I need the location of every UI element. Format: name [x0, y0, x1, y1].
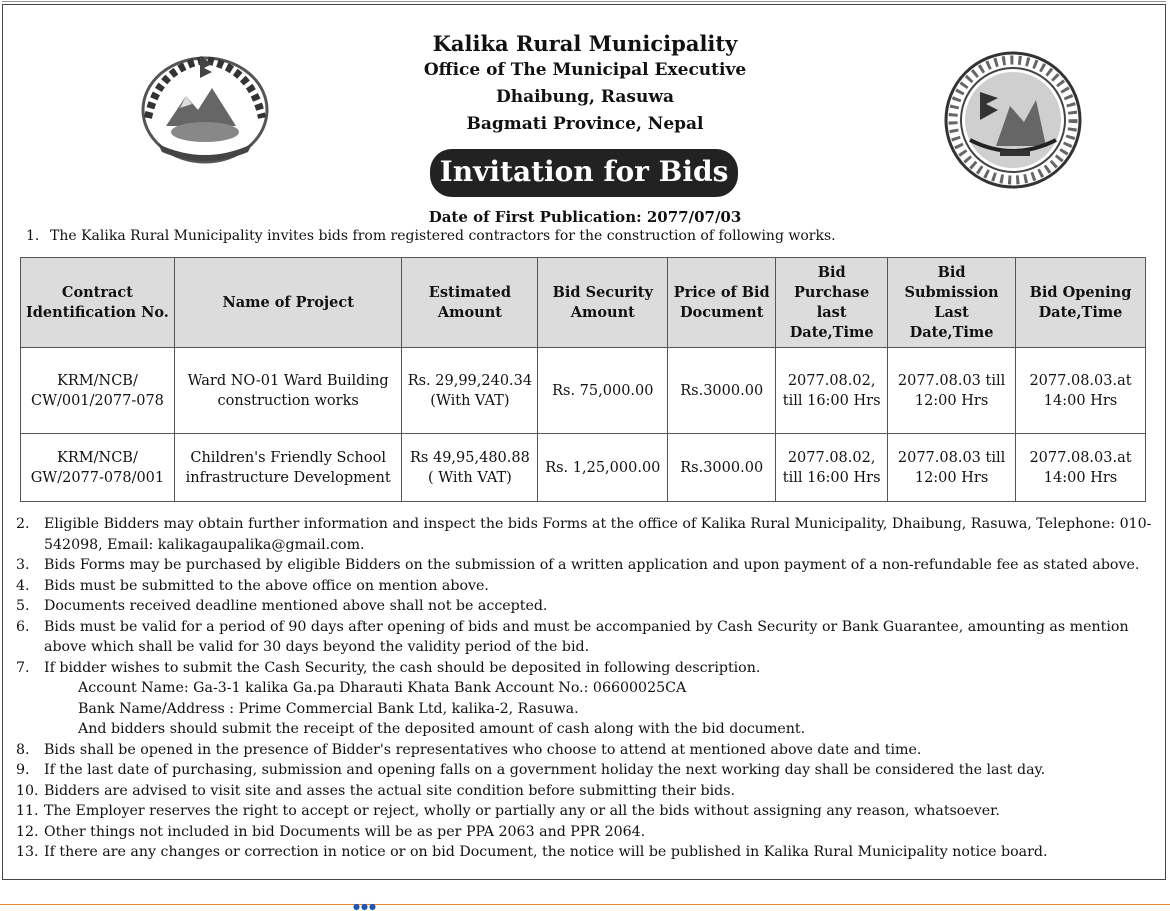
note-number: 6. — [16, 618, 30, 635]
municipality-name: Kalika Rural Municipality — [432, 31, 738, 56]
note-text: Eligible Bidders may obtain further information and inspect the bids Forms at the office of Kalika Rural Municipality, Dhaibung, Rasuwa, Telephone: 010-542098, Email: kalikagaupalika@gmail.com. — [44, 516, 1152, 553]
note-text: Bids must be valid for a period of 90 days after opening of bids and must be accompanied by Cash Security or Bank Guarantee, amounting as mention above which shall be valid for 30 days beyond the validity period of the bid. — [44, 618, 1129, 655]
table-cell: 2077.08.03.at 14:00 Hrs — [1016, 434, 1146, 502]
page-separator-dots-icon: ●●● — [353, 902, 377, 911]
bottom-rule — [0, 904, 1170, 905]
table-cell: KRM/NCB/ GW/2077-078/001 — [21, 434, 175, 502]
note-number: 4. — [16, 577, 30, 594]
list-item — [16, 781, 1152, 802]
table-cell: Ward NO-01 Ward Building construction works — [174, 348, 402, 434]
note-number: 2. — [16, 516, 30, 532]
province-name: Bagmati Province, Nepal — [466, 114, 704, 134]
note-number: 5. — [16, 598, 30, 614]
publication-date: Date of First Publication: 2077/07/03 — [428, 208, 742, 226]
list-item — [16, 760, 1152, 781]
note-number: 8. — [16, 741, 30, 758]
note-text: If there are any changes or correction in notice or on bid Document, the notice will be published in Kalika Rural Municipality notice board. — [44, 844, 1048, 860]
list-item — [16, 740, 1152, 761]
table-row — [21, 434, 1146, 502]
note-number: 11. — [16, 803, 39, 819]
receipt-instruction-line: And bidders should submit the receipt of the deposited amount of cash along with the bid document. — [78, 721, 806, 737]
note-number: 12. — [16, 823, 39, 840]
table-cell: Rs. 1,25,000.00 — [538, 434, 668, 502]
table-cell: 2077.08.03 till 12:00 Hrs — [888, 434, 1016, 502]
list-item — [16, 514, 1152, 555]
list-item — [16, 555, 1152, 576]
table-cell: 2077.08.02, till 16:00 Hrs — [776, 434, 888, 502]
table-cell: Children's Friendly School infrastructure Development — [174, 434, 402, 502]
note-text: Bidders are advised to visit site and asses the actual site condition before submitting their bids. — [44, 782, 736, 799]
notice-header — [0, 30, 1170, 138]
column-header: Bid Security Amount — [538, 258, 668, 348]
bids-table — [20, 257, 1146, 502]
note-text: Documents received deadline mentioned above shall not be accepted. — [44, 598, 548, 614]
column-header: Name of Project — [174, 258, 402, 348]
note-text: Bids shall be opened in the presence of Bidder's representatives who choose to attend at mentioned above date and time. — [44, 741, 922, 758]
list-item — [16, 596, 1152, 617]
table-cell: Rs. 29,99,240.34 (With VAT) — [402, 348, 538, 434]
notes-list — [16, 514, 1152, 863]
note-number: 3. — [16, 557, 30, 573]
table-cell: Rs.3000.00 — [668, 434, 776, 502]
note-number: 7. — [16, 659, 30, 676]
list-item — [16, 617, 1152, 658]
note-text: Other things not included in bid Documents will be as per PPA 2063 and PPR 2064. — [44, 823, 646, 840]
note-text: If the last date of purchasing, submission and opening falls on a government holiday the next working day shall be considered the last day. — [44, 762, 1046, 778]
note-number: 9. — [16, 762, 30, 778]
list-item — [16, 576, 1152, 597]
table-cell: Rs.3000.00 — [668, 348, 776, 434]
table-cell: KRM/NCB/ CW/001/2077-078 — [21, 348, 175, 434]
bank-address-line: Bank Name/Address : Prime Commercial Bank Ltd, kalika-2, Rasuwa. — [78, 700, 579, 717]
column-header: Contract Identification No. — [21, 258, 175, 348]
table-cell: 2077.08.02, till 16:00 Hrs — [776, 348, 888, 434]
intro-text: The Kalika Rural Municipality invites bids from registered contractors for the construction of following works. — [50, 228, 836, 244]
column-header: Price of Bid Document — [668, 258, 776, 348]
column-header: Bid Submission Last Date,Time — [888, 258, 1016, 348]
table-cell: Rs. 75,000.00 — [538, 348, 668, 434]
note-text: Bids must be submitted to the above office on mention above. — [44, 577, 489, 594]
table-cell: 2077.08.03.at 14:00 Hrs — [1016, 348, 1146, 434]
note-number: 13. — [16, 844, 39, 860]
intro-clause — [26, 228, 836, 244]
list-item — [16, 658, 1152, 679]
list-item — [16, 822, 1152, 843]
account-name-line: Account Name: Ga-3-1 kalika Ga.pa Dharauti Khata Bank Account No.: 06600025CA — [78, 680, 687, 696]
note-text: Bids Forms may be purchased by eligible Bidders on the submission of a written application and upon payment of a non-refundable fee as stated above. — [44, 557, 1140, 573]
list-item — [16, 801, 1152, 822]
list-item — [16, 842, 1152, 863]
table-cell: Rs 49,95,480.88 ( With VAT) — [402, 434, 538, 502]
page-title: Invitation for Bids — [430, 149, 738, 197]
note-number: 10. — [16, 782, 39, 799]
table-cell: 2077.08.03 till 12:00 Hrs — [888, 348, 1016, 434]
office-name: Office of The Municipal Executive — [423, 60, 747, 80]
intro-number: 1. — [26, 228, 40, 244]
top-rule — [2, 1, 1166, 2]
table-row — [21, 348, 1146, 434]
office-location: Dhaibung, Rasuwa — [495, 87, 675, 107]
column-header: Estimated Amount — [402, 258, 538, 348]
note-text: The Employer reserves the right to accept or reject, wholly or partially any or all the bids without assigning any reason, whatsoever. — [44, 803, 1000, 819]
column-header: Bid Purchase last Date,Time — [776, 258, 888, 348]
column-header: Bid Opening Date,Time — [1016, 258, 1146, 348]
table-header-row — [21, 258, 1146, 348]
note-text: If bidder wishes to submit the Cash Security, the cash should be deposited in following description. — [44, 659, 761, 676]
